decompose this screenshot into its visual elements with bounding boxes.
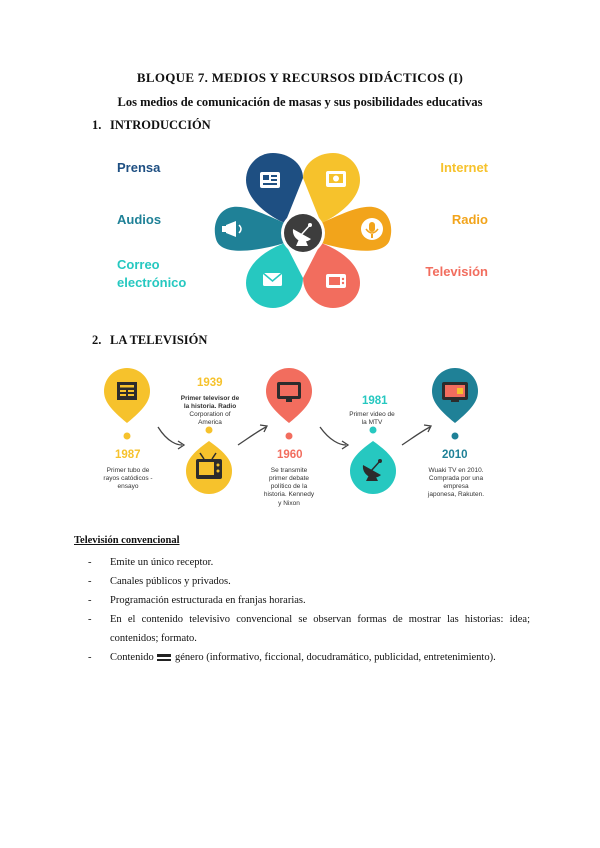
flower-graphic — [100, 145, 500, 315]
text-1939-line4: America — [198, 419, 222, 427]
list-item: - Programación estructurada en franjas horarias. — [88, 591, 530, 610]
text-2010-line3: japonesa, Rakuten. — [427, 491, 484, 499]
timeline-pin-2010 — [432, 368, 478, 439]
section-number: 1. — [92, 118, 102, 132]
tv-timeline — [100, 365, 500, 515]
microphone-icon — [361, 218, 383, 240]
tv-icon — [326, 274, 346, 288]
text-1939 — [178, 395, 242, 428]
label-correo-line2: electrónico — [117, 275, 187, 290]
mail-icon — [263, 273, 282, 286]
year-1981: 1981 — [362, 395, 388, 407]
year-2010: 2010 — [442, 449, 468, 461]
text-1960-line4: historia. Kennedy — [263, 491, 315, 499]
section-number: 2. — [92, 333, 102, 347]
timeline-pin-1987 — [104, 368, 150, 440]
text-1987 — [100, 467, 156, 491]
text-1987-line3: ensayo — [117, 483, 139, 491]
text-1960-line2: primer debate — [268, 475, 310, 483]
label-television: Televisión — [425, 264, 488, 279]
list-item: - Canales públicos y privados. — [88, 572, 530, 591]
equals-icon — [157, 654, 171, 661]
text-1987-line1: Primer tubo de — [106, 467, 150, 474]
smart-tv-icon — [442, 382, 468, 402]
list-item: - Emite un único receptor. — [88, 553, 530, 572]
text-1939-line2: la historia. Radio — [183, 403, 237, 411]
year-1939: 1939 — [197, 377, 223, 389]
text-1981-line1: Primer video de — [349, 411, 395, 418]
list-item-text-after: género (informativo, ficcional, docudramático, publicidad, entretenimiento). — [175, 652, 496, 663]
label-radio: Radio — [451, 212, 488, 227]
section-heading-introduccion — [92, 118, 211, 133]
monitor-icon — [277, 382, 301, 402]
timeline-pin-1981 — [350, 427, 396, 495]
document-title: BLOQUE 7. MEDIOS Y RECURSOS DIDÁCTICOS (I) — [136, 70, 464, 85]
section-title: INTRODUCCIÓN — [110, 118, 211, 132]
document-icon — [117, 382, 137, 400]
media-diagram — [100, 145, 500, 315]
text-1960-line1: Se transmite — [270, 467, 308, 474]
text-1981-line2: la MTV — [361, 419, 383, 427]
list-item: - En el contenido televisivo convencional se observan formas de mostrar las historias: idea; contenidos; formato. — [88, 610, 530, 648]
text-1960-line5: y Nixon — [278, 499, 300, 507]
document-subtitle: Los medios de comunicación de masas y sus posibilidades educativas — [117, 95, 483, 109]
text-2010 — [418, 467, 494, 500]
timeline-arrow — [320, 427, 346, 445]
timeline-arrow — [238, 427, 266, 445]
section-heading-television — [92, 333, 207, 348]
list-item — [88, 648, 530, 667]
year-1960: 1960 — [277, 449, 303, 461]
timeline-arrow — [158, 427, 182, 445]
text-2010-line2: Comprada por una empresa — [428, 475, 484, 491]
label-audios: Audios — [117, 212, 162, 227]
text-1939-line3: Corporation of — [189, 411, 231, 419]
text-1987-line2: rayos catódicos - — [103, 475, 153, 483]
text-1960-line3: político de la — [270, 483, 308, 491]
text-1960 — [258, 467, 320, 508]
newspaper-icon — [260, 172, 280, 188]
year-1987: 1987 — [115, 449, 141, 461]
list-item-text-before: Contenido — [110, 652, 154, 663]
text-1939-line1: Primer televisor de — [180, 395, 240, 402]
tv-convencional-heading: Televisión convencional — [74, 535, 180, 546]
tv-convencional-list — [88, 553, 530, 667]
section-title: LA TELEVISIÓN — [110, 333, 208, 347]
label-prensa: Prensa — [117, 160, 161, 175]
timeline-pin-1960 — [266, 368, 312, 439]
internet-icon — [326, 171, 346, 187]
text-1981 — [344, 411, 400, 427]
label-correo-line1: Correo — [117, 257, 160, 272]
text-2010-line1: Wuaki TV en 2010. — [428, 467, 484, 474]
label-internet: Internet — [440, 160, 488, 175]
timeline-arrow — [402, 427, 430, 445]
